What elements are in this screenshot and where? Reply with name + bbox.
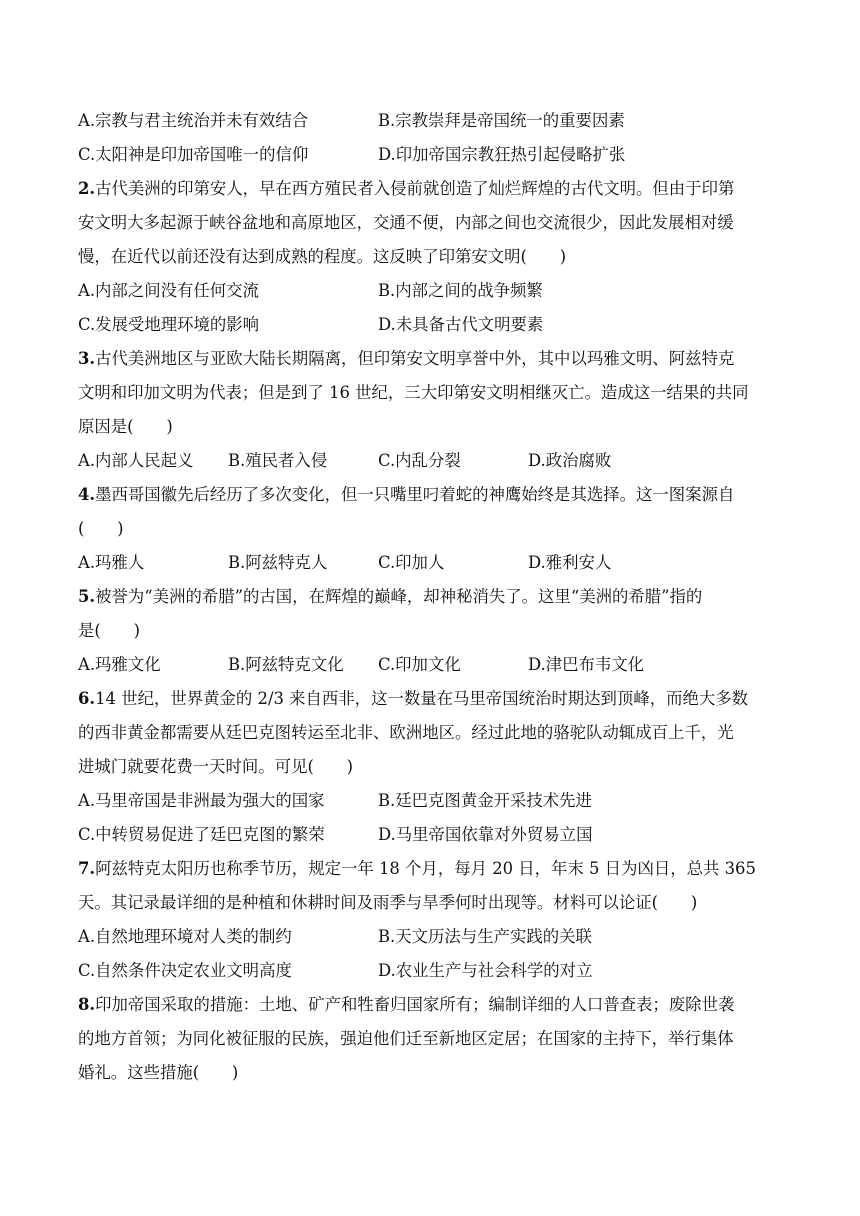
question-text: 原因是( ) [78, 417, 173, 436]
option-b: B.内部之间的战争频繁 [378, 281, 543, 300]
question-text: 是( ) [78, 621, 140, 640]
option-b: B.宗教崇拜是帝国统一的重要因素 [378, 111, 625, 130]
question-4-stem-line [78, 478, 734, 512]
question-8-stem-line [78, 988, 734, 1022]
option-a: A.宗教与君主统治并未有效结合 [78, 111, 309, 130]
question-2-stem-line [78, 206, 734, 240]
option-b: B.阿兹特克人 [228, 553, 328, 572]
question-text: ( ) [78, 519, 124, 538]
question-number: 7. [78, 859, 96, 878]
option-a: A.玛雅文化 [78, 655, 161, 674]
option-d: D.雅利安人 [528, 553, 612, 572]
option-d: D.农业生产与社会科学的对立 [378, 961, 593, 980]
question-number: 5. [78, 587, 96, 606]
question-2-stem-line [78, 240, 566, 274]
question-text: 印加帝国采取的措施：土地、矿产和牲畜归国家所有；编制详细的人口普查表；废除世袭 [95, 995, 735, 1014]
question-6-stem-line [78, 716, 734, 750]
option-c: C.内乱分裂 [378, 451, 461, 470]
question-6-stem-line [78, 682, 748, 716]
option-a: A.自然地理环境对人类的制约 [78, 927, 292, 946]
question-text: 古代美洲的印第安人，早在西方殖民者入侵前就创造了灿烂辉煌的古代文明。但由于印第 [95, 179, 735, 198]
question-5-stem-line [78, 614, 140, 648]
question-7-stem-line [78, 852, 756, 886]
question-text: 被誉为“美洲的希腊”的古国，在辉煌的巅峰，却神秘消失了。这里“美洲的希腊”指的 [95, 587, 703, 606]
question-text: 的地方首领；为同化被征服的民族，强迫他们迁至新地区定居；在国家的主持下，举行集体 [78, 1029, 734, 1048]
question-text: 古代美洲地区与亚欧大陆长期隔离，但印第安文明享誉中外，其中以玛雅文明、阿兹特克 [95, 349, 735, 368]
option-d: D.未具备古代文明要素 [378, 315, 544, 334]
option-d: D.政治腐败 [528, 451, 612, 470]
question-text: 安文明大多起源于峡谷盆地和高原地区，交通不便，内部之间也交流很少，因此发展相对缓 [78, 213, 734, 232]
question-number: 6. [78, 689, 96, 708]
option-b: B.廷巴克图黄金开采技术先进 [378, 791, 592, 810]
question-8-stem-line [78, 1022, 734, 1056]
option-a: A.内部人民起义 [78, 451, 194, 470]
option-c: C.印加文化 [378, 655, 461, 674]
question-number: 3. [78, 349, 96, 368]
question-text: 天。其记录最详细的是种植和休耕时间及雨季与旱季何时出现等。材料可以论证( ) [78, 893, 698, 912]
question-text: 墨西哥国徽先后经历了多次变化，但一只嘴里叼着蛇的神鹰始终是其选择。这一图案源自 [95, 485, 735, 504]
question-text: 进城门就要花费一天时间。可见( ) [78, 757, 354, 776]
question-text: 阿兹特克太阳历也称季节历，规定一年 18 个月，每月 20 日，年末 5 日为凶日，总共 365 [95, 859, 756, 878]
option-c: C.发展受地理环境的影响 [78, 315, 260, 334]
question-number: 4. [78, 485, 96, 504]
option-a: A.马里帝国是非洲最为强大的国家 [78, 791, 325, 810]
question-2-stem-line [78, 172, 734, 206]
question-8-stem-line [78, 1056, 238, 1090]
option-c: C.太阳神是印加帝国唯一的信仰 [78, 145, 309, 164]
question-3-stem-line [78, 410, 173, 444]
option-b: B.天文历法与生产实践的关联 [378, 927, 592, 946]
option-c: C.自然条件决定农业文明高度 [78, 961, 292, 980]
question-text: 的西非黄金都需要从廷巴克图转运至北非、欧洲地区。经过此地的骆驼队动辄成百上千，光 [78, 723, 734, 742]
option-d: D.津巴布韦文化 [528, 655, 645, 674]
question-number: 8. [78, 995, 96, 1014]
option-d: D.印加帝国宗教狂热引起侵略扩张 [378, 145, 626, 164]
question-7-stem-line [78, 886, 697, 920]
option-c: C.印加人 [378, 553, 445, 572]
question-5-stem-line [78, 580, 702, 614]
question-text: 慢，在近代以前还没有达到成熟的程度。这反映了印第安文明( ) [78, 247, 567, 266]
option-c: C.中转贸易促进了廷巴克图的繁荣 [78, 825, 325, 844]
question-4-stem-line [78, 512, 124, 546]
question-3-stem-line [78, 342, 734, 376]
option-b: B.殖民者入侵 [228, 451, 328, 470]
option-b: B.阿兹特克文化 [228, 655, 344, 674]
question-3-stem-line [78, 376, 749, 410]
question-text: 婚礼。这些措施( ) [78, 1063, 239, 1082]
question-text: 14 世纪，世界黄金的 2/3 来自西非，这一数量在马里帝国统治时期达到顶峰，而绝大多数 [95, 689, 749, 708]
question-number: 2. [78, 179, 96, 198]
question-6-stem-line [78, 750, 353, 784]
option-d: D.马里帝国依靠对外贸易立国 [378, 825, 593, 844]
question-text: 文明和印加文明为代表；但是到了 16 世纪，三大印第安文明相继灭亡。造成这一结果的共同 [78, 383, 749, 402]
option-a: A.内部之间没有任何交流 [78, 281, 259, 300]
option-a: A.玛雅人 [78, 553, 145, 572]
